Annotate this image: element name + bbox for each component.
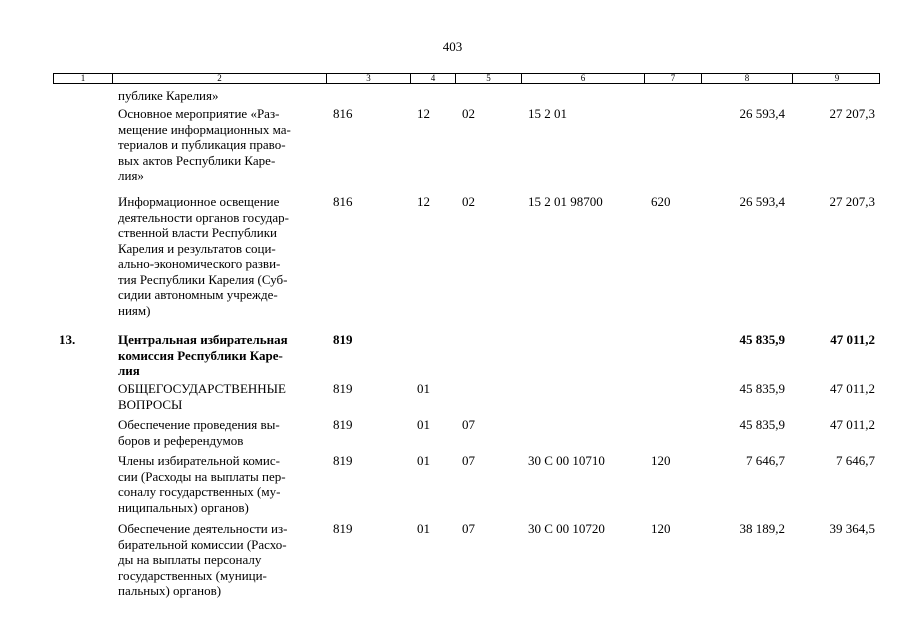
- header-col-9: 9: [792, 74, 881, 83]
- row-number: 13.: [59, 332, 76, 347]
- row-amount-1: 38 189,2: [739, 521, 785, 536]
- header-col-8: 8: [701, 74, 792, 83]
- name-line: Карелия и результатов соци-: [118, 240, 276, 256]
- name-line: мещение информационных ма-: [118, 121, 291, 137]
- name-line: Центральная избирательная: [118, 332, 288, 347]
- name-line: ВОПРОСЫ: [118, 396, 183, 412]
- row-expense-type: 120: [651, 453, 671, 468]
- row-amount-2: 47 011,2: [830, 332, 875, 347]
- name-line: ниям): [118, 302, 151, 318]
- name-line: лия»: [118, 168, 144, 183]
- row-amount-2: 7 646,7: [836, 453, 875, 468]
- row-admin-code: 816: [333, 194, 353, 209]
- page-number: 403: [442, 39, 463, 54]
- row-subsection: 07: [462, 521, 475, 536]
- row-name: [118, 417, 323, 448]
- header-col-6: 6: [521, 74, 644, 83]
- row-section: 01: [417, 417, 430, 432]
- name-line: вых актов Республики Каре-: [118, 152, 276, 168]
- row-section: 01: [417, 381, 430, 396]
- name-line: Основное мероприятие «Раз-: [118, 106, 280, 121]
- header-col-2: 2: [112, 74, 326, 83]
- row-amount-1: 45 835,9: [739, 332, 785, 347]
- name-line: боров и референдумов: [118, 432, 244, 448]
- name-line: ственной власти Республики: [118, 225, 278, 240]
- row-section: 12: [417, 106, 430, 121]
- row-target-article: 15 2 01: [528, 106, 567, 121]
- row-subsection: 07: [462, 453, 475, 468]
- row-amount-1: 26 593,4: [739, 194, 785, 209]
- row-subsection: 02: [462, 106, 475, 121]
- name-line: ально-экономического разви-: [118, 256, 281, 271]
- row-admin-code: 819: [333, 417, 353, 432]
- row-amount-2: 47 011,2: [829, 381, 875, 396]
- name-line: ды на выплаты персоналу: [118, 552, 262, 567]
- name-line: Информационное освещение: [118, 194, 280, 209]
- row-subsection: 02: [462, 194, 475, 209]
- name-line: комиссия Республики Каре-: [118, 347, 283, 363]
- row-amount-1: 7 646,7: [746, 453, 785, 468]
- name-line: Обеспечение проведения вы-: [118, 417, 280, 432]
- row-name: [118, 381, 323, 412]
- name-line: публике Карелия»: [118, 88, 219, 103]
- row-amount-2: 27 207,3: [829, 194, 875, 209]
- name-line: Обеспечение деятельности из-: [118, 521, 288, 536]
- header-col-5: 5: [455, 74, 521, 83]
- name-line: териалов и публикация право-: [118, 137, 286, 152]
- row-expense-type: 620: [651, 194, 671, 209]
- table-header: [53, 73, 880, 84]
- header-col-3: 3: [326, 74, 410, 83]
- row-amount-1: 26 593,4: [739, 106, 785, 121]
- row-amount-2: 39 364,5: [829, 521, 875, 536]
- row-section: 12: [417, 194, 430, 209]
- row-admin-code: 819: [333, 453, 353, 468]
- name-line: деятельности органов государ-: [118, 209, 289, 225]
- name-line: Члены избирательной комис-: [118, 453, 280, 468]
- name-line: тия Республики Карелия (Суб-: [118, 271, 288, 287]
- row-admin-code: 819: [333, 521, 353, 536]
- row-admin-code: 816: [333, 106, 353, 121]
- row-amount-2: 47 011,2: [829, 417, 875, 432]
- row-name: [118, 88, 323, 104]
- row-section: 01: [417, 521, 430, 536]
- row-subsection: 07: [462, 417, 475, 432]
- name-line: пальных) органов): [118, 583, 222, 598]
- row-name: [118, 453, 323, 515]
- row-target-article: 15 2 01 98700: [528, 194, 603, 209]
- row-amount-1: 45 835,9: [739, 417, 785, 432]
- row-admin-code: 819: [333, 332, 353, 347]
- name-line: соналу государственных (му-: [118, 484, 281, 499]
- header-col-1: 1: [80, 73, 86, 83]
- row-target-article: 30 С 00 10710: [528, 453, 605, 468]
- row-name: [118, 332, 323, 379]
- name-line: государственных (муници-: [118, 567, 267, 583]
- header-col-4: 4: [410, 74, 455, 83]
- name-line: бирательной комиссии (Расхо-: [118, 536, 287, 552]
- row-admin-code: 819: [333, 381, 353, 396]
- name-line: сии (Расходы на выплаты пер-: [118, 468, 286, 484]
- name-line: сидии автономным учрежде-: [118, 287, 278, 302]
- row-amount-1: 45 835,9: [739, 381, 785, 396]
- row-target-article: 30 С 00 10720: [528, 521, 605, 536]
- name-line: ниципальных) органов): [118, 499, 249, 515]
- name-line: ОБЩЕГОСУДАРСТВЕННЫЕ: [118, 381, 286, 396]
- row-section: 01: [417, 453, 430, 468]
- row-name: [118, 521, 323, 599]
- row-name: [118, 106, 323, 184]
- header-col-7: 7: [644, 74, 701, 83]
- row-name: [118, 194, 323, 318]
- row-expense-type: 120: [651, 521, 671, 536]
- row-amount-2: 27 207,3: [829, 106, 875, 121]
- name-line: лия: [118, 363, 140, 378]
